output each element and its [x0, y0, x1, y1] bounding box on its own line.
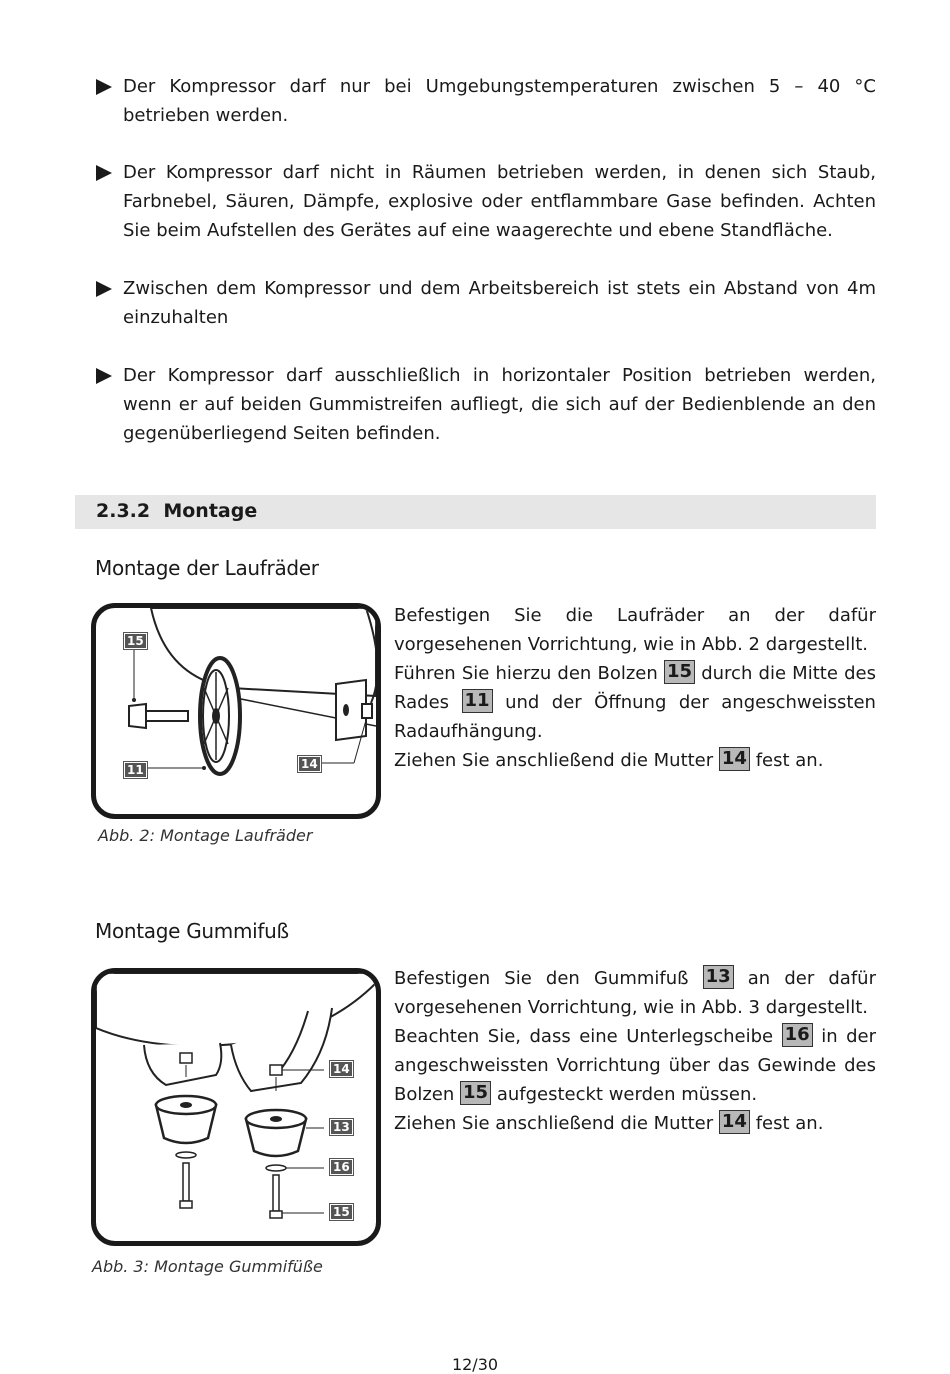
- bullet-text: Der Kompressor darf nicht in Räumen betrieben werden, in denen sich Staub, Farbnebel, Säuren, Dämpfe, explosive oder entflammbare Gase befinden. Achten Sie beim Aufstellen des Gerätes auf eine waagerechte und ebene Standfläche.: [123, 162, 876, 241]
- figure-label: 15: [330, 1204, 353, 1220]
- paragraph: [394, 659, 876, 746]
- bullet-item: [96, 361, 876, 448]
- figure-wheels: [91, 603, 381, 819]
- figure-label: 16: [330, 1159, 353, 1175]
- bullet-arrow-icon: [96, 281, 112, 297]
- bullet-arrow-icon: [96, 368, 112, 384]
- part-number-badge: 14: [719, 1110, 750, 1134]
- text-run: und der Öffnung der angeschweissten Radaufhängung.: [394, 692, 876, 742]
- figure-feet: [91, 968, 381, 1246]
- rubber-foot-illustration: [96, 973, 376, 1241]
- text-run: in der angeschweissten Vorrichtung über das Gewinde des Bolzen: [394, 1026, 876, 1105]
- page-number: 12/30: [451, 1355, 499, 1374]
- text-run: Ziehen Sie anschließend die Mutter: [394, 750, 714, 771]
- part-number-badge: 15: [460, 1081, 491, 1105]
- part-number-badge: 11: [462, 689, 493, 713]
- text-run: Führen Sie hierzu den Bolzen: [394, 663, 658, 684]
- text-run: fest an.: [755, 1113, 824, 1134]
- section-heading-bar: [75, 495, 876, 529]
- text-run: durch die Mitte des Rades: [394, 663, 876, 713]
- figure-caption: Abb. 3: Montage Gummifüße: [92, 1257, 323, 1276]
- section-title: [96, 500, 257, 522]
- bullet-text: Zwischen dem Kompressor und dem Arbeitsbereich ist stets ein Abstand von 4m einzuhalten: [123, 278, 876, 328]
- wheels-instructions: [394, 601, 876, 775]
- bullet-item: [96, 274, 876, 332]
- bullet-item: [96, 72, 876, 130]
- paragraph: Befestigen Sie die Laufräder an der dafür vorgesehenen Vorrichtung, wie in Abb. 2 dargestellt.: [394, 605, 876, 655]
- bullet-arrow-icon: [96, 79, 112, 95]
- bullet-text: Der Kompressor darf nur bei Umgebungstemperaturen zwischen 5 – 40 °C betrieben werden.: [123, 76, 876, 126]
- figure-label: 15: [124, 633, 147, 649]
- paragraph: [394, 746, 876, 775]
- figure-label: 13: [330, 1119, 353, 1135]
- bullet-arrow-icon: [96, 165, 112, 181]
- paragraph: [394, 1109, 876, 1138]
- bullet-text: Der Kompressor darf ausschließlich in horizontaler Position betrieben werden, wenn er auf beiden Gummistreifen aufliegt, die sich auf der Bedienblende an den gegenüberliegend Seiten befinden.: [123, 365, 876, 444]
- text-run: Befestigen Sie den Gummifuß: [394, 968, 689, 989]
- part-number-badge: 13: [703, 965, 734, 989]
- bullet-item: [96, 158, 876, 245]
- feet-instructions: [394, 964, 876, 1138]
- figure-label: 14: [330, 1061, 353, 1077]
- text-run: aufgesteckt werden müssen.: [496, 1084, 758, 1105]
- paragraph: [394, 964, 876, 1022]
- figure-label: 11: [124, 762, 147, 778]
- text-run: Ziehen Sie anschließend die Mutter: [394, 1113, 714, 1134]
- part-number-badge: 15: [664, 660, 695, 684]
- section-number: 2.3.2: [96, 500, 151, 522]
- figure-label: 14: [298, 756, 321, 772]
- part-number-badge: 14: [719, 747, 750, 771]
- part-number-badge: 16: [782, 1023, 813, 1047]
- text-run: fest an.: [755, 750, 824, 771]
- wheels-heading: Montage der Laufräder: [95, 556, 319, 580]
- text-run: an der dafür vorgesehenen Vorrichtung, wie in Abb. 3 dargestellt.: [394, 968, 876, 1018]
- text-run: Beachten Sie, dass eine Unterlegscheibe: [394, 1026, 774, 1047]
- feet-heading: Montage Gummifuß: [95, 919, 289, 943]
- figure-caption: Abb. 2: Montage Laufräder: [98, 826, 313, 845]
- section-name: Montage: [163, 500, 258, 522]
- paragraph: [394, 1022, 876, 1109]
